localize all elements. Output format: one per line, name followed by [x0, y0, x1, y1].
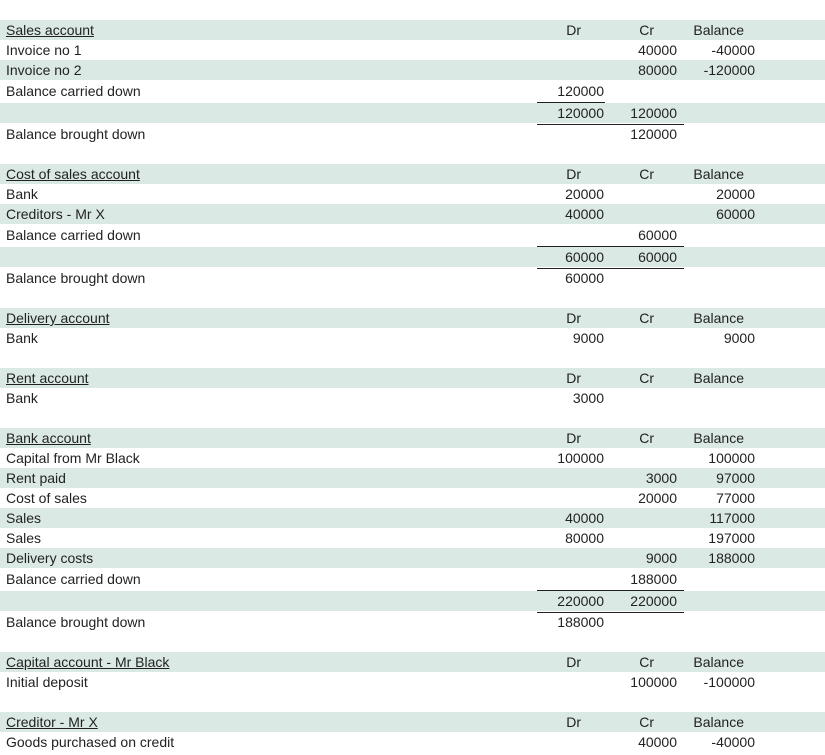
balance-column-header: Balance	[693, 714, 744, 730]
ledger-row	[0, 528, 825, 548]
total-rule-line	[537, 102, 605, 103]
row-credit: 80000	[638, 62, 677, 78]
row-description: Capital from Mr Black	[6, 450, 140, 466]
account-header-row	[0, 712, 825, 732]
account-title: Creditor - Mr X	[6, 714, 98, 730]
row-debit: 40000	[565, 206, 604, 222]
row-description: Initial deposit	[6, 674, 88, 690]
row-debit: 3000	[572, 390, 604, 406]
balance-column-header: Balance	[693, 654, 744, 670]
cr-column-header: Cr	[639, 654, 654, 670]
row-description: Balance brought down	[6, 270, 146, 286]
row-debit: 188000	[557, 614, 604, 630]
balance-column-header: Balance	[693, 430, 744, 446]
cr-column-header: Cr	[639, 310, 654, 326]
row-description: Balance brought down	[6, 614, 146, 630]
row-balance: -40000	[711, 734, 755, 750]
total-rule-line	[537, 612, 684, 613]
total-rule-line	[537, 246, 684, 247]
ledger-row	[0, 448, 825, 468]
ledger-row	[0, 184, 825, 204]
row-description: Bank	[6, 330, 38, 346]
ledger-row	[0, 672, 825, 692]
ledger-row	[0, 508, 825, 528]
row-credit: 120000	[630, 105, 677, 121]
dr-column-header: Dr	[566, 22, 581, 38]
ledger-row	[0, 40, 825, 60]
ledger-row	[0, 268, 825, 288]
dr-column-header: Dr	[566, 166, 581, 182]
account-header-row	[0, 428, 825, 448]
row-credit: 188000	[630, 571, 677, 587]
row-description: Balance brought down	[6, 126, 146, 142]
row-credit: 40000	[638, 42, 677, 58]
row-debit: 120000	[557, 105, 604, 121]
ledger-row	[0, 591, 825, 611]
cr-column-header: Cr	[639, 714, 654, 730]
row-description: Invoice no 1	[6, 42, 82, 58]
cr-column-header: Cr	[639, 166, 654, 182]
row-credit: 20000	[638, 490, 677, 506]
row-credit: 40000	[638, 734, 677, 750]
balance-column-header: Balance	[693, 22, 744, 38]
row-description: Rent paid	[6, 470, 66, 486]
account-header-row	[0, 652, 825, 672]
row-description: Goods purchased on credit	[6, 734, 175, 750]
row-description: Bank	[6, 390, 38, 406]
account-title: Capital account - Mr Black	[6, 654, 170, 670]
ledger-row	[0, 548, 825, 568]
row-balance: 188000	[708, 550, 755, 566]
row-credit: 60000	[638, 249, 677, 265]
row-balance: 197000	[708, 530, 755, 546]
account-title: Sales account	[6, 22, 94, 38]
account-title: Cost of sales account	[6, 166, 140, 182]
row-description: Invoice no 2	[6, 62, 82, 78]
dr-column-header: Dr	[566, 714, 581, 730]
row-balance: 117000	[709, 510, 755, 526]
row-description: Balance carried down	[6, 83, 141, 99]
ledger-row	[0, 247, 825, 267]
row-credit: 220000	[630, 593, 677, 609]
ledger-row	[0, 732, 825, 752]
account-title: Bank account	[6, 430, 91, 446]
row-description: Delivery costs	[6, 550, 94, 566]
ledger-row	[0, 204, 825, 224]
dr-column-header: Dr	[566, 310, 581, 326]
ledger-row	[0, 81, 825, 101]
ledger-row	[0, 569, 825, 589]
row-balance: -100000	[703, 674, 755, 690]
row-debit: 9000	[572, 330, 604, 346]
account-header-row	[0, 20, 825, 40]
account-title: Delivery account	[6, 310, 110, 326]
ledger-row	[0, 468, 825, 488]
ledger-row	[0, 225, 825, 245]
ledger-row	[0, 124, 825, 144]
ledger-row	[0, 388, 825, 408]
account-header-row	[0, 164, 825, 184]
row-balance: 77000	[716, 490, 755, 506]
row-balance: 97000	[716, 470, 755, 486]
account-header-row	[0, 368, 825, 388]
dr-column-header: Dr	[566, 370, 581, 386]
ledger-row	[0, 103, 825, 123]
row-credit: 9000	[645, 550, 677, 566]
total-rule-line	[537, 268, 684, 269]
row-description: Creditors - Mr X	[6, 206, 105, 222]
row-description: Cost of sales	[6, 490, 87, 506]
row-balance: 20000	[716, 186, 755, 202]
balance-column-header: Balance	[693, 370, 744, 386]
row-balance: -40000	[711, 42, 755, 58]
cr-column-header: Cr	[639, 370, 654, 386]
total-rule-line	[537, 124, 684, 125]
row-balance: -120000	[703, 62, 755, 78]
cr-column-header: Cr	[639, 22, 654, 38]
row-debit: 120000	[557, 83, 604, 99]
total-rule-line	[537, 590, 684, 591]
row-credit: 3000	[645, 470, 677, 486]
row-description: Sales	[6, 530, 42, 546]
row-debit: 100000	[557, 450, 604, 466]
account-title: Rent account	[6, 370, 89, 386]
row-balance: 100000	[708, 450, 755, 466]
account-header-row	[0, 308, 825, 328]
row-description: Bank	[6, 186, 38, 202]
row-credit: 60000	[638, 227, 677, 243]
row-debit: 60000	[565, 270, 604, 286]
row-description: Balance carried down	[6, 227, 141, 243]
dr-column-header: Dr	[566, 430, 581, 446]
ledger-row	[0, 488, 825, 508]
ledger-row	[0, 60, 825, 80]
row-credit: 100000	[630, 674, 677, 690]
row-debit: 80000	[565, 530, 604, 546]
balance-column-header: Balance	[693, 310, 744, 326]
ledger-row	[0, 612, 825, 632]
row-description: Balance carried down	[6, 571, 141, 587]
row-debit: 220000	[557, 593, 604, 609]
row-debit: 60000	[565, 249, 604, 265]
balance-column-header: Balance	[693, 166, 744, 182]
ledger-row	[0, 328, 825, 348]
row-balance: 9000	[723, 330, 755, 346]
row-credit: 120000	[630, 126, 677, 142]
dr-column-header: Dr	[566, 654, 581, 670]
row-description: Sales	[6, 510, 42, 526]
row-debit: 20000	[565, 186, 604, 202]
row-balance: 60000	[716, 206, 755, 222]
row-debit: 40000	[565, 510, 604, 526]
cr-column-header: Cr	[639, 430, 654, 446]
